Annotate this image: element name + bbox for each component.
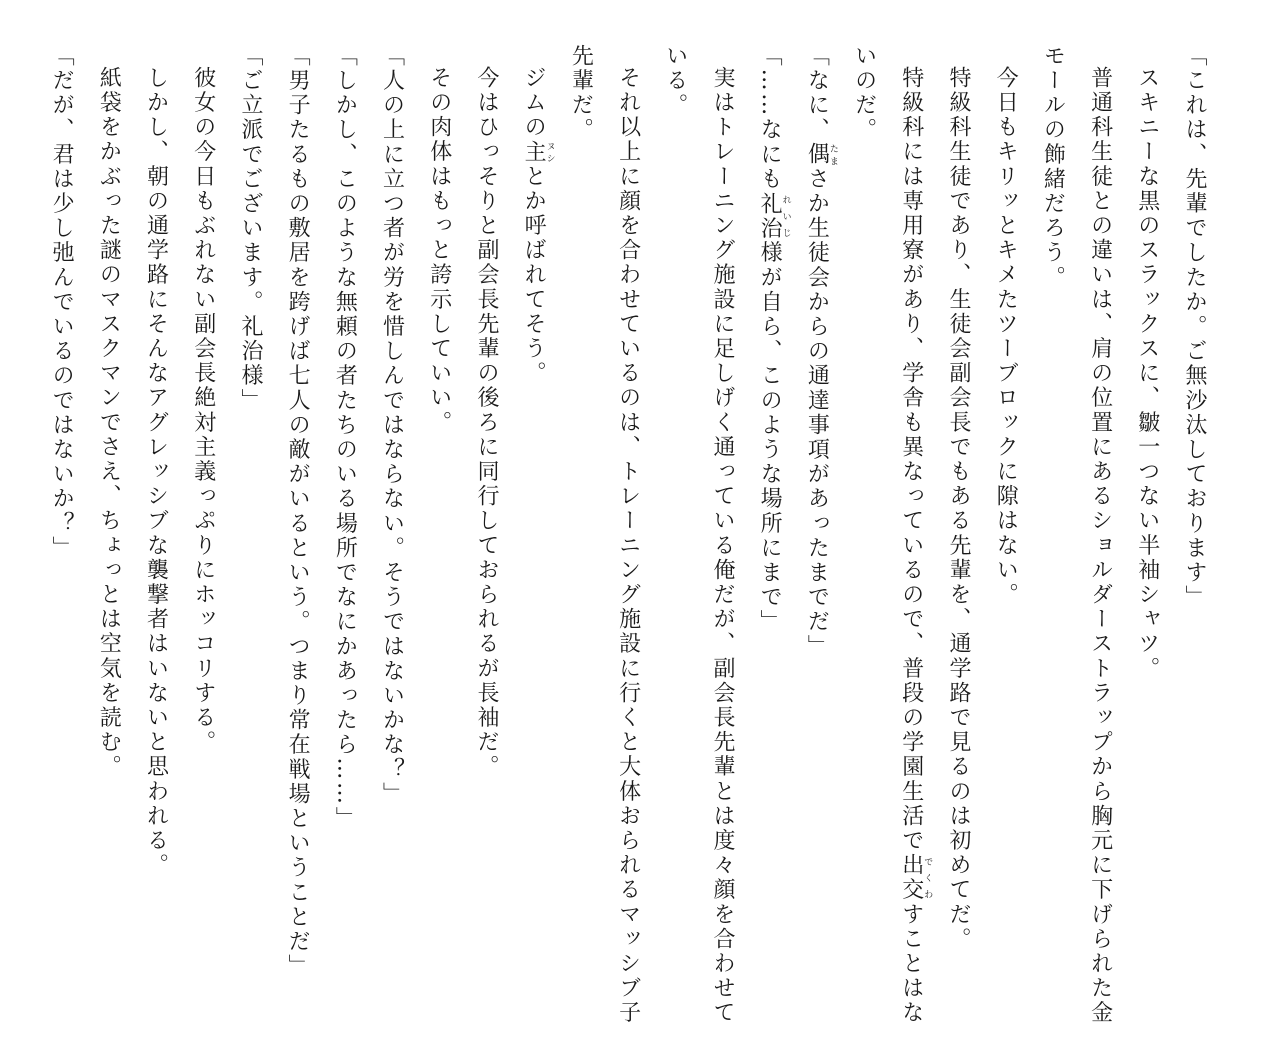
text-line bbox=[840, 44, 887, 1034]
ruby-annotation bbox=[521, 139, 555, 165]
text-line bbox=[888, 44, 935, 1034]
text-line bbox=[510, 44, 557, 1034]
text-line bbox=[1076, 44, 1123, 1034]
text-line bbox=[1124, 44, 1171, 1034]
text-line bbox=[368, 44, 415, 1034]
line-text: 今日もキリッとキメたツーブロックに隙はない。 bbox=[993, 66, 1019, 608]
line-text: 「だが、君は少し弛んでいるのではないか？」 bbox=[49, 44, 75, 561]
ruby-annotation bbox=[804, 142, 838, 168]
vertical-text-body bbox=[48, 44, 1218, 1034]
line-text-after: さか生徒会からの通達事項があったまでだ」 bbox=[804, 167, 830, 660]
line-text: 「これは、先輩でしたか。ご無沙汰しております」 bbox=[1182, 44, 1207, 610]
text-line bbox=[1029, 44, 1076, 1034]
ruby-reading: でくわ bbox=[922, 853, 933, 903]
text-line bbox=[85, 44, 132, 1034]
text-line bbox=[652, 44, 699, 1034]
text-line bbox=[321, 44, 368, 1034]
line-text-before: 「……なにも bbox=[757, 44, 783, 192]
line-text: モールの飾緒だろう。 bbox=[1040, 44, 1066, 290]
line-text: 実はトレーニング施設に足しげく通っている俺だが、副会長先輩とは度々顔を合わせて bbox=[709, 66, 735, 1026]
line-text: しかし、朝の通学路にそんなアグレッシブな襲撃者はいないと思われる。 bbox=[143, 66, 169, 878]
line-text-after: とか呼ばれてそう。 bbox=[521, 164, 547, 386]
line-text: 彼女の今日もぶれない副会長絶対主義っぷりにホッコリする。 bbox=[190, 66, 216, 755]
ruby-annotation bbox=[898, 853, 933, 903]
text-line bbox=[274, 44, 321, 1034]
ruby-base: 礼治 bbox=[757, 191, 783, 241]
text-line bbox=[1171, 44, 1218, 1034]
text-line bbox=[982, 44, 1029, 1034]
line-text: 「ご立派でございます。礼治様」 bbox=[237, 44, 263, 413]
line-text: 普通科生徒との違いは、肩の位置にあるショルダーストラップから胸元に下げられた金 bbox=[1087, 66, 1113, 1026]
text-line bbox=[132, 44, 179, 1034]
line-text: 特級科生徒であり、生徒会副会長でもある先輩を、通学路で見るのは初めてだ。 bbox=[945, 66, 971, 952]
ruby-reading: ヌシ bbox=[544, 139, 555, 165]
line-text: それ以上に顔を合わせているのは、トレーニング施設に行くと大体おられるマッシブ子 bbox=[615, 66, 641, 1026]
ruby-base: 出交 bbox=[898, 853, 924, 903]
line-text: 紙袋をかぶった謎のマスクマンでさえ、ちょっとは空気を読む。 bbox=[96, 66, 122, 780]
text-line bbox=[793, 44, 840, 1034]
line-text: いる。 bbox=[662, 44, 688, 118]
line-text-before: 「なに、 bbox=[804, 44, 830, 143]
line-text-after: 様が自ら、このような場所にまで」 bbox=[757, 240, 783, 635]
line-text: 「男子たるもの敷居を跨げば七人の敵がいるという。つまり常在戦場ということだ」 bbox=[285, 44, 311, 979]
line-text: スキニーな黒のスラックスに、皺一つない半袖シャツ。 bbox=[1134, 66, 1160, 681]
line-text-after: すことはな bbox=[898, 902, 924, 1026]
text-line bbox=[48, 44, 85, 1034]
ruby-reading: たま bbox=[827, 142, 838, 167]
ruby-base: 主 bbox=[521, 139, 547, 165]
text-line bbox=[227, 44, 274, 1034]
line-text: いのだ。 bbox=[851, 44, 877, 143]
line-text-before: ジムの bbox=[521, 66, 547, 140]
line-text: その肉体はもっと誇示していい。 bbox=[426, 66, 452, 435]
line-text: 今はひっそりと副会長先輩の後ろに同行しておられるが長袖だ。 bbox=[473, 66, 499, 780]
text-line bbox=[699, 44, 746, 1034]
text-line bbox=[463, 44, 510, 1034]
text-line bbox=[746, 44, 793, 1034]
ruby-base: 偶 bbox=[804, 142, 830, 168]
ruby-reading: れいじ bbox=[780, 191, 791, 241]
text-line bbox=[604, 44, 651, 1034]
text-line bbox=[935, 44, 982, 1034]
line-text: 「しかし、このような無頼の者たちのいる場所でなにかあったら……」 bbox=[332, 44, 358, 832]
text-line bbox=[557, 44, 604, 1034]
line-text: 「人の上に立つ者が労を惜しんではならない。そうではないかな？」 bbox=[379, 44, 405, 807]
line-text-before: 特級科には専用寮があり、学舎も異なっているので、普段の学園生活で bbox=[898, 66, 924, 854]
text-line bbox=[180, 44, 227, 1034]
ruby-annotation bbox=[757, 191, 791, 241]
line-text: 先輩だ。 bbox=[568, 44, 594, 143]
text-line bbox=[416, 44, 463, 1034]
